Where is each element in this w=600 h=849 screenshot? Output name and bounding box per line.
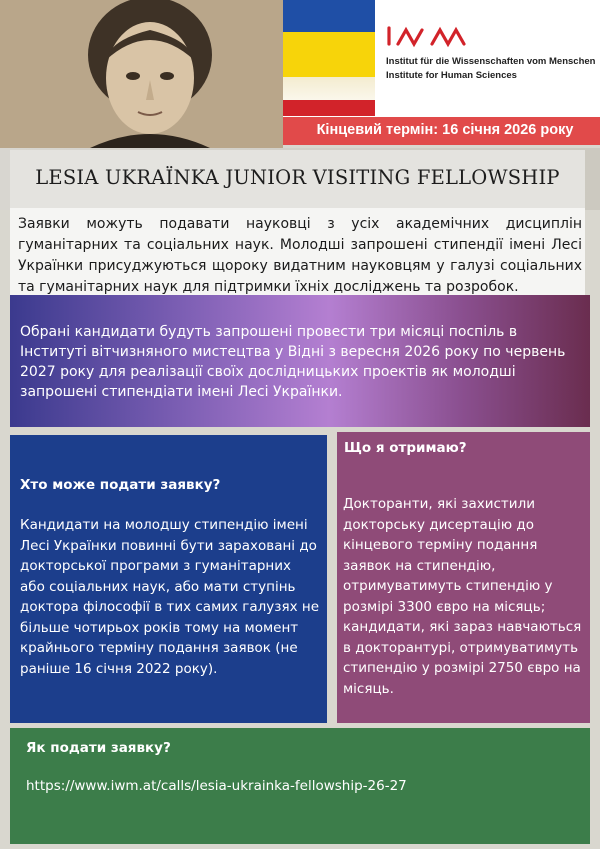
- application-link[interactable]: https://www.iwm.at/calls/lesia-ukrainka-fellowship-26-27: [26, 778, 407, 794]
- iwm-logo-icon: [386, 24, 466, 48]
- flag-blue-stripe: [283, 0, 375, 32]
- selected-candidates-text: Обрані кандидати будуть запрошені провести три місяці поспіль в Інституті вітчизняного мистецтва у Відні з вересня 2026 року по червень 2027 року для реалізації своїх дослідницьких проектів як молодші запрошені стипендіати імені Лесі Українки.: [20, 324, 566, 400]
- who-can-apply-text: Кандидати на молодшу стипендію імені Лесі Українки повинні бути зараховані до докторської програми з гуманітарних або соціальних наук, або мати ступінь доктора філософії в тих самих галузях не більше чотирьох років тому на момент крайнього терміну подання заявок (не раніше 16 січня 2022 року).: [20, 517, 319, 677]
- how-to-apply-heading: Як подати заявку?: [26, 740, 171, 756]
- flag-red-stripe: [283, 100, 375, 116]
- who-can-apply-heading: Хто може подати заявку?: [20, 477, 221, 493]
- what-will-i-get-text: Докторанти, які захистили докторську дисертацію до кінцевого терміну подання заявок на стипендію, отримуватимуть стипендію у розмірі 3300 євро на місяць; кандидати, які зараз навчаються в докторантурі, отримуватимуть стипендію у розмірі 2750 євро на місяць.: [343, 496, 582, 697]
- deadline-text: Кінцевий термін: 16 січня 2026 року: [316, 122, 574, 138]
- intro-paragraph: Заявки можуть подавати науковці з усіх академічних дисциплін гуманітарних та соціальних наук. Молодші запрошені стипендії імені Лесі Українки присуджуються щороку видатним науковцям у галузі соціальних та гуманітарних наук для підтримки їхніх досліджень та розробок.: [18, 216, 582, 295]
- institute-name-german: Institut für die Wissenschaften vom Menschen: [386, 56, 596, 67]
- flag-yellow-stripe: [283, 32, 375, 77]
- portrait-illustration: [0, 0, 283, 148]
- portrait-photo: [0, 0, 283, 148]
- institute-name-english: Institute for Human Sciences: [386, 70, 517, 81]
- page-title: LESIA UKRAÏNKA JUNIOR VISITING FELLOWSHIP: [35, 166, 560, 189]
- what-will-i-get-heading: Що я отримаю?: [344, 440, 467, 456]
